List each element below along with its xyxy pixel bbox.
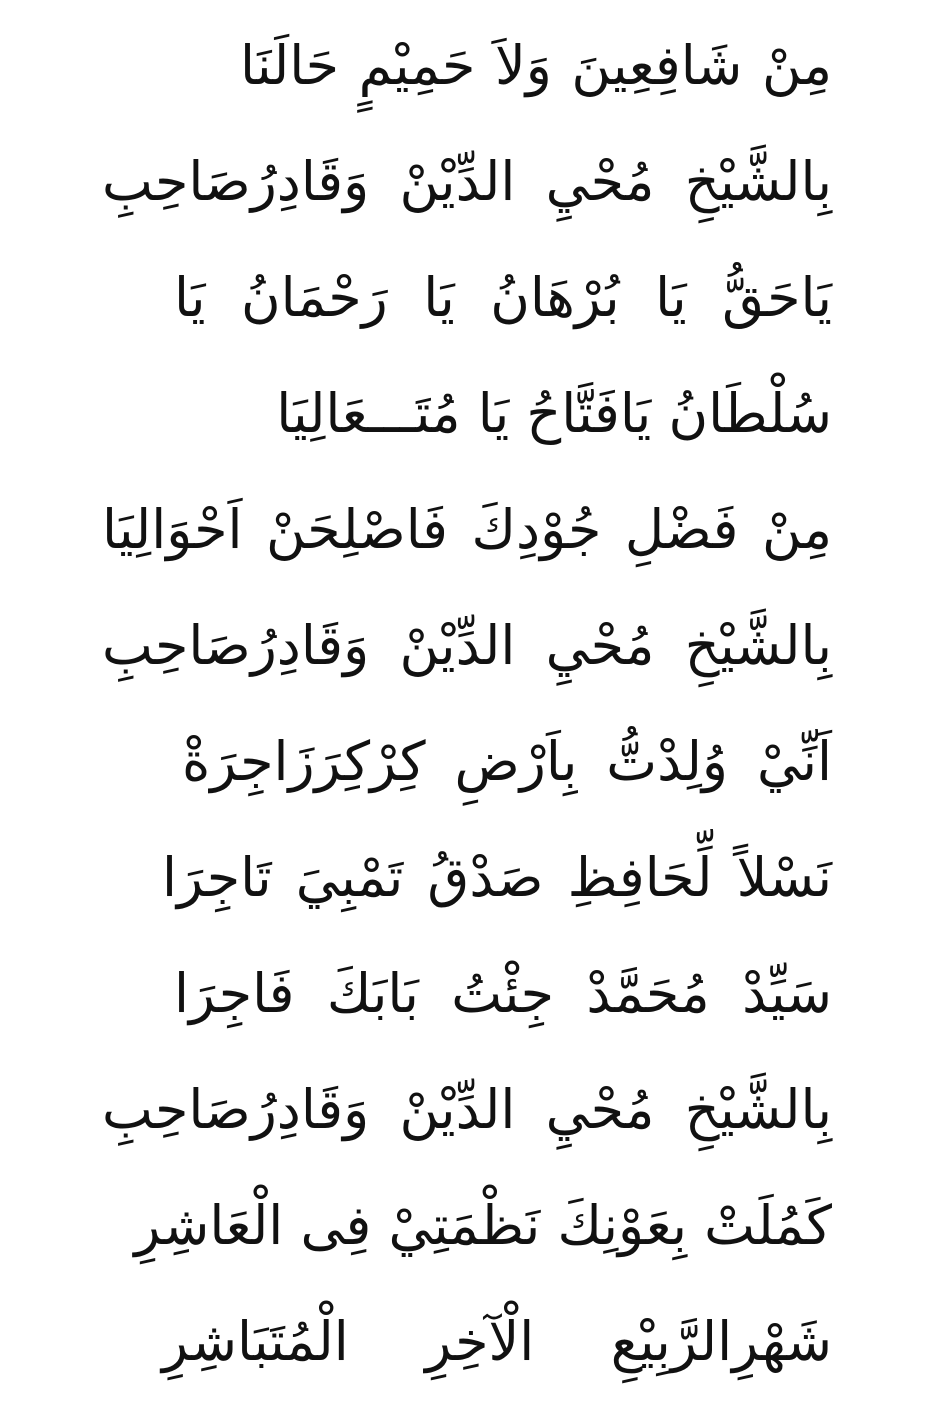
verse-line-9: سَيِّدْ مُحَمَّدْ جِئْتُ بَابَكَ فَاجِرَا (174, 962, 832, 1025)
verse-line-12: شَهْرِالرَّبِيْعِ الْآخِرِ الْمُتَبَاشِرِ (162, 1310, 832, 1373)
verse-line-5: مِنْ فَضْلِ جُوْدِكَ فَاصْلِحَنْ اَحْوَالِيَا (102, 498, 832, 561)
poem-text (102, 0, 832, 1400)
verse-line-7: اَنِّيْ وُلِدْتُّ بِاَرْضِ كِرْكِرَزَاجِرَةْ (182, 730, 832, 793)
verse-line-3: يَاحَقُّ يَا بُرْهَانُ يَا رَحْمَانُ يَا (174, 266, 832, 329)
verse-line-11: كَمُلَتْ بِعَوْنِكَ نَظْمَتِيْ فِى الْعَاشِرِ (134, 1194, 832, 1257)
verse-line-4: سُلْطَانُ يَافَتَّاحُ يَا مُتَـــعَالِيَا (276, 382, 832, 445)
verse-line-6: بِالشَّيْخِ مُحْيِ الدِّيْنْ وَقَادِرُصَاحِبِ (102, 614, 832, 677)
verse-line-8: نَسْلاً لِّحَافِظِ صَدْقُ تَمْبِيَ تَاجِرَا (162, 846, 832, 909)
verse-line-1: مِنْ شَافِعِينَ وَلاَ حَمِيْمٍ حَالَنَا (240, 34, 832, 97)
verse-line-2: بِالشَّيْخِ مُحْيِ الدِّيْنْ وَقَادِرُصَاحِبِ (102, 150, 832, 213)
verse-line-10: بِالشَّيْخِ مُحْيِ الدِّيْنْ وَقَادِرُصَاحِبِ (102, 1078, 832, 1141)
